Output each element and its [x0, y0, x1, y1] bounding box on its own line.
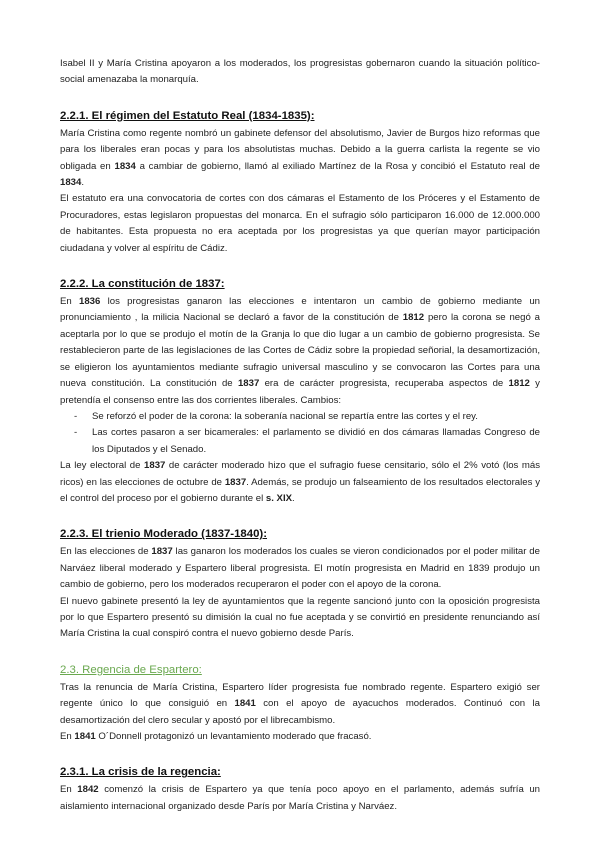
- section-title-estatuto-real: 2.2.1. El régimen del Estatuto Real (1834-1835):: [60, 109, 315, 122]
- paragraph-crisis-1: [60, 782, 540, 815]
- dash-bullet: -: [74, 410, 78, 422]
- century-bold: s. XIX: [265, 492, 293, 504]
- paragraph-regencia-1: [60, 680, 540, 729]
- section-title-crisis-regencia: 2.3.1. La crisis de la regencia:: [60, 766, 221, 779]
- text-span: .: [81, 177, 85, 189]
- text-span: La ley electoral de: [60, 460, 145, 472]
- list-item: [60, 409, 540, 425]
- year-bold: 1837: [144, 460, 166, 472]
- text-span: En: [60, 731, 75, 742]
- text-span: . Además, se produjo un falseamiento de los resultados electorales y el control del proceso por el gobierno durante el: [60, 476, 540, 504]
- paragraph-trienio-1: [60, 544, 540, 593]
- text-span: los progresistas ganaron las elecciones e intentaron un cambio de gobierno mediante un pronunciamiento , la milicia Nacional se declaró a favor de la constitución de: [60, 296, 540, 324]
- year-bold: 1834: [114, 160, 136, 172]
- section-title-trienio-moderado: 2.2.3. El trienio Moderado (1837-1840):: [60, 528, 268, 541]
- section-estatuto-real: [60, 108, 540, 257]
- changes-list: [60, 409, 540, 458]
- year-bold: 1812: [402, 312, 425, 324]
- paragraph-regencia-2: [60, 729, 540, 745]
- year-bold: 1842: [77, 784, 99, 796]
- list-item-text: Las cortes pasaron a ser bicamerales: el parlamento se dividió en dos cámaras llamadas Congreso de los Diputados y el Senado.: [92, 427, 540, 455]
- paragraph-estatuto-2: El estatuto era una convocatoria de cortes con dos cámaras el Estamento de los Próceres y el Estamento de Procuradores, estas legislaron propuestas del monarca. En el sufragio sólo participaron 16.000 de 12.000.000 de habitantes. Esta propuesta no era aceptada por los progresistas ya que querían mayor participación ciudadana y volver al espíritu de Cádiz.: [60, 193, 540, 254]
- list-item-text: Se reforzó el poder de la corona: la soberanía nacional se repartía entre las cortes y el rey.: [92, 410, 478, 422]
- year-bold: 1841: [74, 731, 96, 742]
- intro-paragraph: Isabel II y María Cristina apoyaron a los moderados, los progresistas gobernaron cuando la situación político-social amenazaba la monarquía.: [60, 58, 540, 86]
- year-bold: 1834: [60, 177, 82, 189]
- text-span: y pretendía el consenso entre las dos corrientes liberales. Cambios:: [60, 378, 540, 406]
- paragraph-constitucion-2: [60, 458, 540, 507]
- text-span: pero la corona se negó a aceptarla por lo que se produjo el motín de la Granja lo que dio lugar a un cambio de gobierno progresista. Se restablecieron parte de las legislaciones de las Cortes de Cádiz sobre la propiedad señorial, la desamortización, se eligieron los ayuntamientos mediante sufragio universal masculino y se convocaron las Cortes para una nueva constitución. La constitución de: [60, 312, 540, 390]
- year-bold: 1836: [79, 296, 101, 308]
- year-bold: 1837: [237, 378, 260, 390]
- text-span: era de carácter progresista, recuperaba aspectos de: [259, 378, 509, 390]
- paragraph-estatuto-1: [60, 126, 540, 192]
- year-bold: 1837: [224, 476, 247, 488]
- year-bold: 1837: [151, 546, 173, 558]
- text-span: Tras la renuncia de María Cristina, Espartero líder progresista fue nombrado regente. Espartero exigió ser regente único lo que consiguió en: [60, 681, 540, 710]
- text-span: de carácter moderado hizo que el sufragio fuese censitario, sólo el 2% votó (los más ricos) en las elecciones de octubre de: [60, 460, 541, 488]
- dash-bullet: -: [74, 427, 78, 439]
- text-span: comenzó la crisis de Espartero ya que tenía poco apoyo en el parlamento, además sufría un aislamiento internacional organizado desde París por María Cristina y Narváez.: [60, 784, 541, 812]
- paragraph-constitucion-1: [60, 294, 540, 409]
- year-bold: 1841: [234, 698, 256, 710]
- text-span: María Cristina como regente nombró un gabinete defensor del absolutismo, Javier de Burgos hizo reformas que para los liberales eran pocas y para los absolutistas muchas. Debido a la guerra carlista la regente se vio obligada en: [60, 127, 540, 172]
- list-item: [60, 425, 540, 458]
- text-span: .: [292, 492, 295, 504]
- text-span: las ganaron los moderados los cuales se vieron condicionados por el poder militar de Narváez liberal moderado y Espartero liberal progresista. El motín progresista en Madrid en 1839 produjo un cambio de gobierno, pero los moderados recuperaron el poder con el apoyo de la corona.: [60, 546, 540, 591]
- paragraph-trienio-2: El nuevo gabinete presentó la ley de ayuntamientos que la regente sancionó junto con la oposición progresista por lo que Espartero presentó su dimisión la cual no fue aceptada y se convirtió en presidente renunciando así María Cristina la cual conspiró contra el nuevo gobierno desde París.: [60, 595, 540, 640]
- text-span: con el apoyo de ayacuchos moderados. Continuó con la desamortización del clero secular y apostó por el librecambismo.: [60, 698, 540, 726]
- section-constitucion-1837: [60, 276, 540, 507]
- section-crisis-regencia: [60, 764, 540, 815]
- section-title-regencia-espartero: 2.3. Regencia de Espartero:: [60, 663, 202, 676]
- year-bold: 1812: [508, 378, 530, 390]
- text-span: En las elecciones de: [60, 546, 152, 558]
- section-trienio-moderado: [60, 526, 540, 642]
- section-regencia-espartero: [60, 662, 540, 746]
- section-title-constitucion-1837: 2.2.2. La constitución de 1837:: [60, 278, 225, 291]
- text-span: O´Donnell protagonizó un levantamiento moderado que fracasó.: [95, 731, 372, 742]
- text-span: En: [60, 784, 78, 796]
- text-span: a cambiar de gobierno, llamó al exiliado Martínez de la Rosa y concibió el Estatuto real de: [135, 160, 541, 172]
- text-span: En: [60, 296, 80, 308]
